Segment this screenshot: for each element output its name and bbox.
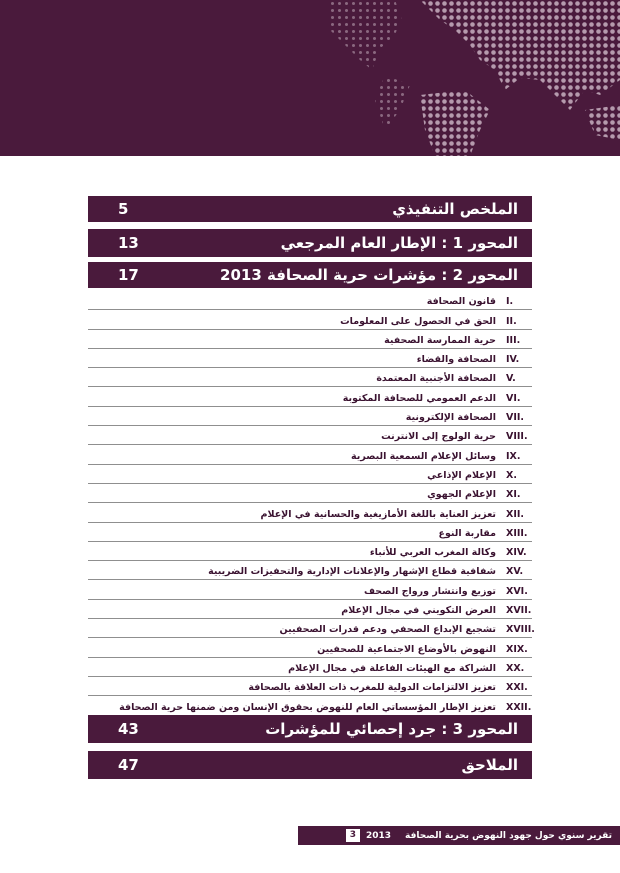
item-text: وسائل الإعلام السمعية البصرية [351, 450, 496, 462]
toc-item[interactable] [88, 465, 532, 484]
toc-section-axis-3[interactable] [88, 715, 532, 743]
item-number: VII. [506, 412, 525, 424]
item-text: الإعلام الجهوي [427, 489, 496, 501]
toc-item[interactable] [88, 387, 532, 406]
item-text: توزيع وانتشار ورواج الصحف [363, 585, 496, 597]
toc-item[interactable] [88, 696, 532, 715]
item-number: XVIII. [506, 624, 535, 636]
item-number: XII. [506, 508, 525, 520]
toc-item[interactable] [88, 677, 532, 696]
item-number: III. [506, 334, 521, 346]
item-text: تعزيز الإطار المؤسساتي العام للنهوض بحقوق الإنسان ومن ضمنها حرية الصحافة [119, 701, 496, 713]
item-text: الإعلام الإذاعي [427, 469, 496, 481]
toc-item[interactable] [88, 330, 532, 349]
item-number: XXI. [506, 682, 528, 694]
footer-title: تقرير سنوي حول جهود النهوض بحرية الصحافة [405, 830, 612, 841]
toc-section-annexes[interactable] [88, 751, 532, 779]
item-number: XVI. [506, 585, 528, 597]
item-number: XV. [506, 566, 524, 578]
item-number: XX. [506, 662, 525, 674]
toc-item[interactable] [88, 658, 532, 677]
section-title: الملخص التنفيذي [392, 200, 518, 218]
section-title: المحور 3 : جرد إحصائي للمؤشرات [265, 720, 518, 738]
section-page: 47 [118, 756, 139, 774]
toc-item[interactable] [88, 310, 532, 329]
item-number: XVII. [506, 605, 532, 617]
toc-item[interactable] [88, 523, 532, 542]
item-text: الشراكة مع الهيئات الفاعلة في مجال الإعلام [288, 662, 496, 674]
toc-item[interactable] [88, 407, 532, 426]
toc-item[interactable] [88, 368, 532, 387]
toc-item[interactable] [88, 580, 532, 599]
section-page: 5 [118, 200, 129, 218]
footer-page-number: 3 [346, 829, 360, 842]
item-number: I. [506, 296, 514, 308]
toc-item[interactable] [88, 291, 532, 310]
toc-item[interactable] [88, 503, 532, 522]
section-title: المحور 2 : مؤشرات حرية الصحافة 2013 [220, 266, 518, 284]
toc-item[interactable] [88, 445, 532, 464]
toc-subitems-list [88, 291, 535, 716]
item-text: الدعم العمومي للصحافة المكتوبة [342, 392, 496, 404]
toc-item[interactable] [88, 619, 535, 638]
item-number: VIII. [506, 431, 528, 443]
item-text: الحق في الحصول على المعلومات [340, 315, 496, 327]
item-text: الصحافة الإلكترونية [405, 412, 496, 424]
toc-item[interactable] [88, 426, 532, 445]
item-number: V. [506, 373, 516, 385]
item-number: XIII. [506, 527, 528, 539]
header-banner [0, 0, 620, 156]
page-footer [298, 826, 620, 845]
toc-item[interactable] [88, 542, 532, 561]
toc-section-axis-2[interactable] [88, 262, 532, 288]
item-text: تعزيز الالتزامات الدولية للمغرب ذات العلاقة بالصحافة [248, 682, 496, 694]
section-page: 13 [118, 234, 139, 252]
item-number: VI. [506, 392, 521, 404]
section-title: الملاحق [461, 756, 518, 774]
item-text: شفافية قطاع الإشهار والإعلانات الإدارية والتحفيزات الضريبية [208, 566, 496, 578]
item-number: XXII. [506, 701, 532, 713]
item-number: II. [506, 315, 517, 327]
item-text: النهوض بالأوضاع الاجتماعية للصحفيين [317, 643, 496, 655]
item-number: IX. [506, 450, 521, 462]
item-text: الصحافة والقضاء [416, 354, 496, 366]
toc-section-executive-summary[interactable] [88, 196, 532, 222]
section-title: المحور 1 : الإطار العام المرجعي [280, 234, 518, 252]
footer-year: 2013 [365, 830, 392, 841]
toc-item[interactable] [88, 561, 532, 580]
item-text: العرض التكويني في مجال الإعلام [341, 605, 496, 617]
world-map-halftone-icon [0, 0, 620, 156]
item-number: XIX. [506, 643, 528, 655]
toc-item[interactable] [88, 484, 532, 503]
toc-item[interactable] [88, 638, 532, 657]
item-number: XIV. [506, 547, 527, 559]
item-number: XI. [506, 489, 521, 501]
toc-section-axis-1[interactable] [88, 229, 532, 257]
item-text: قانون الصحافة [426, 296, 496, 308]
item-text: مقاربة النوع [438, 527, 496, 539]
toc-item[interactable] [88, 600, 532, 619]
item-number: IV. [506, 354, 520, 366]
toc-item[interactable] [88, 349, 532, 368]
section-page: 17 [118, 266, 139, 284]
item-text: الصحافة الأجنبية المعتمدة [376, 373, 496, 385]
item-text: تعزيز العناية باللغة الأمازيغية والحسانية في الإعلام [260, 508, 496, 520]
item-number: X. [506, 469, 517, 481]
item-text: حرية الممارسة الصحفية [384, 334, 496, 346]
section-page: 43 [118, 720, 139, 738]
item-text: حرية الولوج إلى الانترنت [381, 431, 496, 443]
item-text: تشجيع الإبداع الصحفي ودعم قدرات الصحفيين [279, 624, 496, 636]
item-text: وكالة المغرب العربي للأنباء [369, 547, 496, 559]
